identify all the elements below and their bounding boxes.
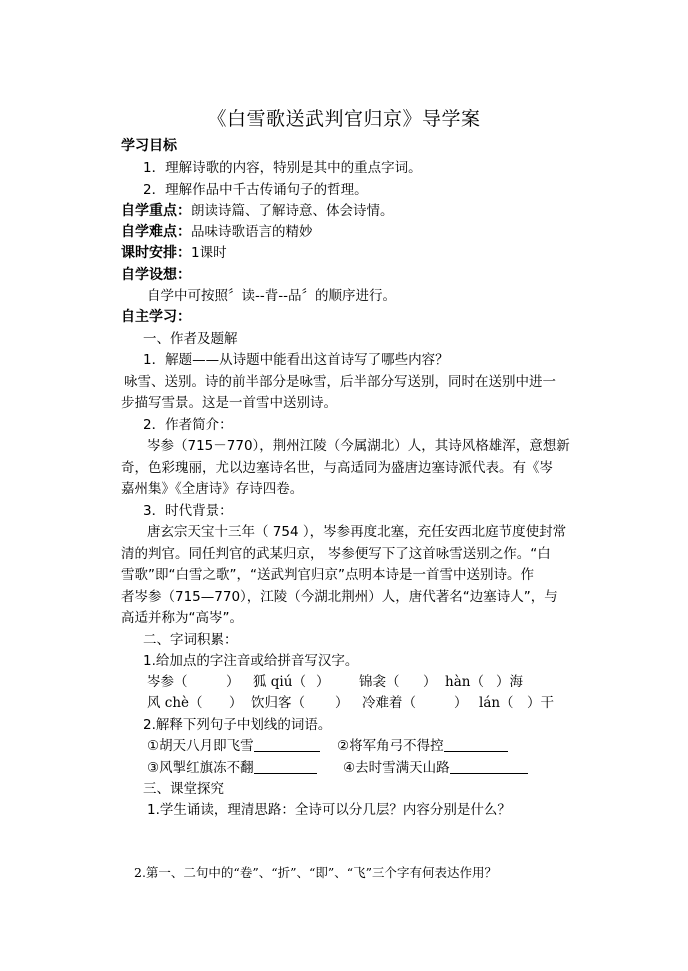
background-line-1: 唐玄宗天宝十三年（ 754 ），岑参再度北塞，充任安西北庭节度使封常 [147, 524, 567, 540]
vocab-item [147, 693, 203, 713]
question-2: 2．作者简介： [143, 417, 233, 433]
vocab-item [423, 672, 437, 692]
background-line-2: 清的判官。同任判官的武某归京， 岑参便写下了这首咏雪送别之作。“白 [121, 546, 551, 562]
vocab-text: hàn（ [445, 674, 484, 690]
exercise-text: ③风掣红旗冻不翻 [147, 760, 254, 776]
answer-blank[interactable] [450, 759, 528, 774]
vocab-text: 岑参（ [147, 674, 188, 690]
page-title: 《白雪歌送武判官归京》导学案 [207, 108, 481, 130]
vocab-item [496, 672, 523, 692]
vocab-item [316, 672, 330, 692]
vocab-text: ） [423, 674, 437, 690]
answer-blank[interactable] [254, 759, 317, 774]
vocab-item [362, 693, 416, 713]
vocab-item [335, 693, 349, 713]
vocab-text: lán（ [479, 695, 514, 711]
inquiry-question-1: 1.学生诵读，理清思路：全诗可以分几层？内容分别是什么？ [147, 802, 511, 818]
question-3: 3．时代背景： [143, 503, 233, 519]
vocab-text: ） [226, 674, 240, 690]
exercise-4 [343, 758, 528, 778]
answer-blank[interactable] [444, 737, 508, 752]
vocab-item [147, 672, 188, 692]
objectives-heading: 学习目标 [121, 138, 177, 154]
vocab-text: 狐 qiú（ [253, 674, 306, 690]
vocab-item [454, 693, 468, 713]
section-1-heading: 一、作者及题解 [143, 331, 238, 347]
author-line-1: 岑参（715－770），荆州江陵（今属湖北）人，其诗风格雄浑，意想新 [147, 438, 570, 454]
difficulty-text: 品味诗歌语言的精妙 [191, 224, 313, 240]
objective-item-1: 1．理解诗歌的内容，特别是其中的重点字词。 [143, 160, 422, 176]
exercise-3 [147, 758, 317, 778]
background-line-4: 者岑参（715—770），江陵（今湖北荆州）人，唐代著名“边塞诗人”，与 [121, 589, 558, 605]
focus-line [121, 201, 394, 221]
vocab-text: ） [316, 674, 330, 690]
author-line-2: 奇，色彩瑰丽，尤以边塞诗名世，与高适同为盛唐边塞诗派代表。有《岑 [121, 460, 553, 476]
focus-label: 自学重点： [121, 203, 191, 219]
exercise-1 [147, 736, 320, 756]
author-line-3: 嘉州集》《全唐诗》存诗四卷。 [121, 481, 304, 497]
answer-1-line-2: 步描写雪景。这是一首雪中送别诗。 [121, 395, 337, 411]
plan-text: 自学中可按照〞读--背--品〞的顺序进行。 [147, 288, 396, 304]
focus-text: 朗读诗篇、了解诗意、体会诗情。 [191, 203, 394, 219]
vocab-text: ） [335, 695, 349, 711]
vocab-instruction-2: 2.解释下列句子中划线的词语。 [143, 717, 332, 733]
plan-label: 自学设想： [121, 267, 191, 283]
vocab-text: ）干 [527, 695, 554, 711]
difficulty-line [121, 222, 313, 242]
exercise-text: ①胡天八月即飞雪 [147, 738, 254, 754]
answer-1-line-1: 咏雪、送别。诗的前半部分是咏雪，后半部分写送别，同时在送别中进一 [124, 374, 556, 390]
schedule-line [121, 243, 227, 263]
self-study-heading: 自主学习： [121, 309, 191, 325]
vocab-text: ） [229, 695, 243, 711]
exercise-text: ④去时雪满天山路 [343, 760, 450, 776]
vocab-text: ） [454, 695, 468, 711]
vocab-item [445, 672, 484, 692]
background-line-5: 高适并称为“高岑”。 [121, 610, 243, 626]
vocab-instruction-1: 1.给加点的字注音或给拼音写汉字。 [143, 653, 359, 669]
vocab-text: 饮归客（ [251, 695, 305, 711]
section-2-heading: 二、字词积累： [143, 632, 238, 648]
schedule-text: 1课时 [191, 245, 227, 261]
difficulty-label: 自学难点： [121, 224, 191, 240]
vocab-item [253, 672, 306, 692]
vocab-item [229, 693, 243, 713]
answer-blank[interactable] [254, 737, 320, 752]
question-1: 1．解题——从诗题中能看出这首诗写了哪些内容？ [143, 352, 449, 368]
exercise-2 [337, 736, 508, 756]
vocab-item [527, 693, 554, 713]
vocab-text: 冷难着（ [362, 695, 416, 711]
background-line-3: 雪歌”即“白雪之歌”，“送武判官归京”点明本诗是一首雪中送别诗。作 [121, 567, 534, 583]
objective-item-2: 2．理解作品中千古传诵句子的哲理。 [143, 182, 368, 198]
vocab-text: ）海 [496, 674, 523, 690]
vocab-text: 风 chè（ [147, 695, 203, 711]
vocab-item [251, 693, 305, 713]
vocab-item [359, 672, 400, 692]
schedule-label: 课时安排： [121, 245, 191, 261]
inquiry-question-2: 2.第一、二句中的“卷”、“折”、“即”、“飞”三个字有何表达作用？ [134, 865, 498, 880]
vocab-item [226, 672, 240, 692]
exercise-text: ②将军角弓不得控 [337, 738, 444, 754]
vocab-item [479, 693, 514, 713]
section-3-heading: 三、课堂探究 [143, 781, 224, 797]
vocab-text: 锦衾（ [359, 674, 400, 690]
